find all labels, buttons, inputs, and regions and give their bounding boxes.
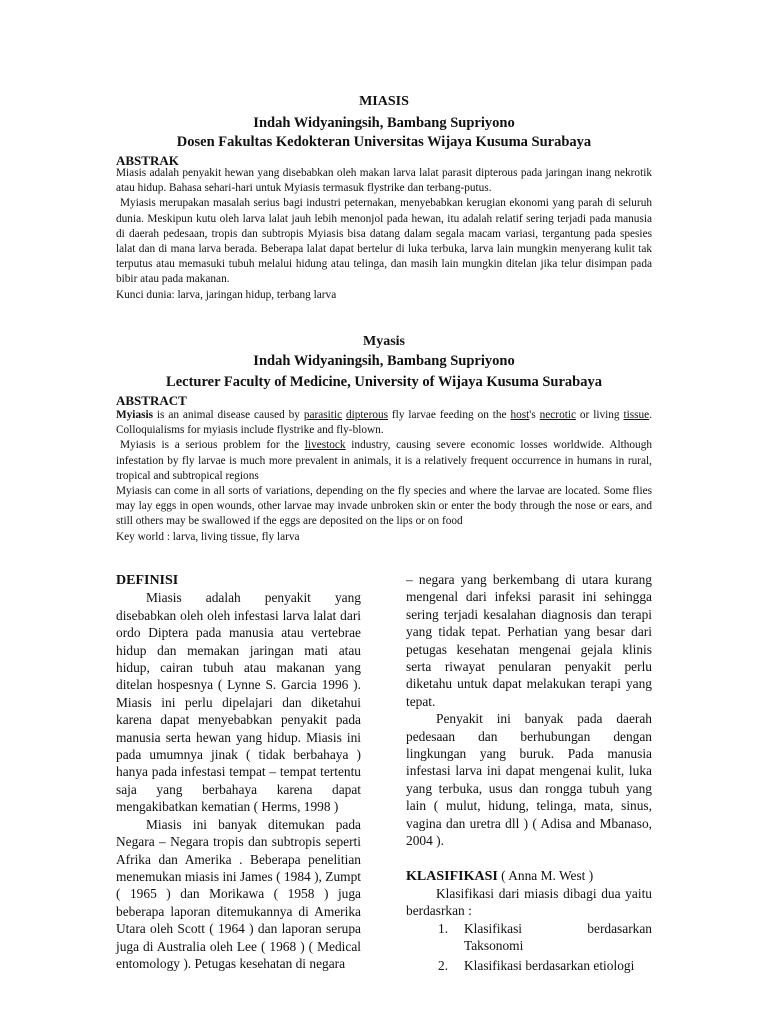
list-item-text: Klasifikasi berdasarkan Taksonomi xyxy=(464,920,652,954)
definisi-heading: DEFINISI xyxy=(116,573,179,588)
klasifikasi-list xyxy=(406,920,652,974)
definisi-paragraph-3: – negara yang berkembang di utara kurang mengenal dari infeksi parasit ini sehingga sering terjadi kesalahan diagnosis dan terapi yang tidak tepat. Perhatian yang besar dari petugas kesehatan mengenai gejala klinis serta riwayat penularan penyakit perlu diketahu untuk dapat melakukan terapi yang tepat. xyxy=(406,572,652,709)
abstract-body xyxy=(116,408,652,545)
link-tissue[interactable]: tissue xyxy=(623,409,650,421)
link-parasitic[interactable]: parasitic xyxy=(303,409,343,421)
klasifikasi-source: ( Anna M. West ) xyxy=(497,867,594,883)
body-column-left xyxy=(116,571,361,972)
abstract-heading: ABSTRACT xyxy=(116,393,187,408)
abstrak-paragraph-1: Miasis adalah penyakit hewan yang disebabkan oleh makan larva lalat parasit dipterous pada jaringan inang nekrotik atau hidup. Bahasa sehari-hari untuk Myiasis termasuk flystrike dan terbang-putus. xyxy=(116,167,652,195)
definisi-paragraph-4: Penyakit ini banyak pada daerah pedesaan dan berhubungan dengan lingkungan yang buruk. Pada manusia infestasi larva ini dapat mengenai kulit, luka yang terbuka, usus dan rongga tubuh yang lain ( mulut, hidung, telinga, mata, sinus, vagina dan uretra dll ) ( Adisa and Mbanaso, 2004 ). xyxy=(406,711,652,849)
klasifikasi-intro: Klasifikasi dari miasis dibagi dua yaitu berdasrkan : xyxy=(406,885,652,919)
abstract-text: fly larvae feeding on the xyxy=(388,409,511,421)
abstract-text: or living xyxy=(576,409,624,421)
link-host[interactable]: host xyxy=(510,409,530,421)
list-item-number: 1. xyxy=(438,920,449,936)
list-item xyxy=(406,957,652,974)
abstract-paragraph-3: Myiasis can come in all sorts of variations, depending on the fly species and where the larvae are located. Some flies may lay eggs in open wounds, other larvae may invade unbroken skin or enter the body through the nose or ears, and still others may be swallowed if the eggs are deposited on the lips or on food xyxy=(116,485,652,528)
affiliation-en: Lecturer Faculty of Medicine, University of Wijaya Kusuma Surabaya xyxy=(166,374,602,390)
abstrak-body xyxy=(116,166,652,303)
definisi-paragraph-2: Miasis ini banyak ditemukan pada Negara – Negara tropis dan subtropis seperti Afrika dan Amerika . Beberapa penelitian menemukan miasis ini James ( 1984 ), Zumpt ( 1965 ) dan Morikawa ( 1958 ) juga beberapa laporan ditemukannya di Amerika Utara oleh Scott ( 1964 ) dan laporan serupa juga di Australia oleh Lee ( 1968 ) ( Medical entomology ). Petugas kesehatan di negara xyxy=(116,816,361,971)
link-livestock[interactable]: livestock xyxy=(304,439,346,452)
authors-id: Indah Widyaningsih, Bambang Supriyono xyxy=(253,115,515,131)
abstract-text: 's xyxy=(529,409,540,421)
abstract-text: Myiasis is a serious problem for the xyxy=(120,439,305,452)
term-myiasis: Myiasis xyxy=(116,409,154,421)
list-item-number: 2. xyxy=(438,957,449,973)
list-item-text: Klasifikasi berdasarkan etiologi xyxy=(464,957,635,973)
abstract-text: is an animal disease caused by xyxy=(153,409,304,421)
paper-title-id: MIASIS xyxy=(359,94,409,109)
abstrak-keywords: Kunci dunia: larva, jaringan hidup, terbang larva xyxy=(116,288,337,301)
authors-en: Indah Widyaningsih, Bambang Supriyono xyxy=(253,353,515,369)
abstract-text: . Colloquialisms for myiasis include flystrike and fly-blown. xyxy=(116,409,653,437)
definisi-paragraph-1: Miasis adalah penyakit yang disebabkan oleh oleh infestasi larva lalat dari ordo Diptera pada manusia atau vertebrae hidup dan memakan jaringan mati atau hidup, cairan tubuh atau makanan yang ditelan hospesnya ( Lynne S. Garcia 1996 ). Miasis ini perlu dipelajari dan diketahui karena dapat menyebabkan penyakit pada manusia serta hewan yang hidup. Miasis ini pada umumnya jinak ( tidak berbahaya ) hanya pada infestasi tempat – tempat tertentu saja yang berbahaya karena dapat mengakibatkan kematian ( Herms, 1998 ) xyxy=(116,590,361,815)
paper-title-en: Myasis xyxy=(363,334,405,349)
abstract-paragraph-1 xyxy=(116,408,652,438)
link-dipterous[interactable]: dipterous xyxy=(345,409,389,421)
list-item xyxy=(406,920,652,955)
abstract-keywords: Key world : larva, living tissue, fly larva xyxy=(116,530,300,543)
abstract-text: industry, causing severe economic losses worldwide. Although infestation by fly larvae is much more prevalent in animals, it is a relatively frequent occurrence in humans in rural, tropical and subtropical regions xyxy=(116,439,652,482)
abstrak-paragraph-2: Myiasis merupakan masalah serius bagi industri peternakan, menyebabkan kerugian ekonomi yang parah di seluruh dunia. Meskipun kutu oleh larva lalat jauh lebih menonjol pada hewan, itu adalah relatif sering terjadi pada manusia di daerah pedesaan, tropis dan subtropis Myiasis bisa datang dalam segala macam variasi, tergantung pada spesies lalat dan di mana larva berada. Beberapa lalat dapat bertelur di luka terbuka, larva lain mungkin menyerang kulit tak terputus atau memasuki tubuh melalui hidung atau telinga, dan masih lain mungkin ditelan jika telur disimpan pada bibir atau pada makanan. xyxy=(116,197,652,286)
body-column-right xyxy=(406,571,652,974)
abstract-paragraph-2 xyxy=(116,438,652,484)
affiliation-id: Dosen Fakultas Kedokteran Universitas Wijaya Kusuma Surabaya xyxy=(176,134,592,150)
abstrak-heading: ABSTRAK xyxy=(116,153,179,168)
link-necrotic[interactable]: necrotic xyxy=(539,409,577,421)
klasifikasi-heading: KLASIFIKASI xyxy=(406,868,498,884)
